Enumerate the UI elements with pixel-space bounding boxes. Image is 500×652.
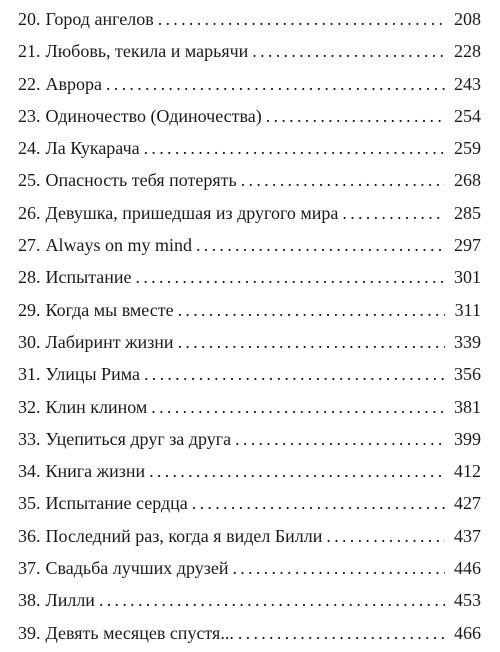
dot-leader: [106, 68, 445, 100]
toc-entry-number: 33.: [18, 428, 41, 449]
toc-entry-title: Одиночество (Одиночества): [45, 105, 262, 126]
toc-entry-title: Лабиринт жизни: [45, 331, 174, 352]
dot-leader: [144, 132, 445, 164]
toc-entry-page: 228: [454, 41, 481, 62]
toc-entry-page: 399: [454, 428, 481, 449]
toc-entry: [18, 455, 481, 487]
dot-leader: [252, 35, 445, 67]
toc-entry-title: Уцепиться друг за друга: [45, 428, 232, 449]
toc-entry-title: Книга жизни: [45, 461, 146, 482]
toc-entry: [18, 229, 481, 261]
dot-leader: [196, 229, 445, 261]
toc-entry-number: 29.: [18, 299, 41, 320]
toc-entry-title: Последний раз, когда я видел Билли: [45, 525, 323, 546]
toc-entry-page: 453: [454, 590, 481, 611]
toc-entry: [18, 423, 481, 455]
toc-entry-page: 412: [454, 461, 481, 482]
dot-leader: [238, 617, 445, 649]
toc-entry-page: 208: [454, 9, 481, 29]
toc-entry-title: Лилли: [45, 590, 95, 611]
toc-entry-number: 27.: [18, 235, 41, 256]
toc-entry-number: 36.: [18, 525, 41, 546]
toc-entry-page: 381: [454, 396, 481, 417]
toc-entry-page: 339: [454, 331, 481, 352]
toc-entry: [18, 584, 481, 616]
toc-entry-page: 301: [454, 267, 481, 288]
toc-entry-number: 24.: [18, 138, 41, 159]
toc-entry-number: 35.: [18, 493, 41, 514]
toc-entry: [18, 487, 481, 519]
table-of-contents: [18, 3, 481, 649]
toc-entry-title: Аврора: [45, 73, 102, 94]
toc-entry-page: 285: [454, 202, 481, 223]
dot-leader: [151, 391, 445, 423]
toc-entry-title: Девушка, пришедшая из другого мира: [45, 202, 339, 223]
dot-leader: [99, 584, 445, 616]
dot-leader: [326, 520, 445, 552]
dot-leader: [178, 294, 445, 326]
toc-entry: [18, 617, 481, 649]
toc-entry-page: 356: [454, 364, 481, 385]
toc-entry-page: 243: [454, 73, 481, 94]
toc-entry: [18, 164, 481, 196]
toc-entry-title: Свадьба лучших друзей: [45, 558, 229, 579]
toc-entry-number: 28.: [18, 267, 41, 288]
dot-leader: [178, 326, 445, 358]
dot-leader: [149, 455, 445, 487]
toc-entry-page: 268: [454, 170, 481, 191]
toc-entry-number: 30.: [18, 331, 41, 352]
toc-entry-number: 37.: [18, 558, 41, 579]
toc-entry-number: 20.: [18, 9, 41, 29]
toc-entry-title: Испытание: [45, 267, 132, 288]
toc-entry-page: 437: [454, 525, 481, 546]
toc-entry: [18, 552, 481, 584]
dot-leader: [192, 487, 445, 519]
dot-leader: [235, 423, 445, 455]
toc-entry: [18, 391, 481, 423]
toc-entry: [18, 3, 481, 35]
toc-entry-number: 34.: [18, 461, 41, 482]
toc-entry-page: 259: [454, 138, 481, 159]
toc-entry: [18, 132, 481, 164]
toc-entry-title: Ла Кукарача: [45, 138, 140, 159]
dot-leader: [241, 164, 445, 196]
toc-entry: [18, 294, 481, 326]
toc-entry: [18, 358, 481, 390]
toc-entry-number: 32.: [18, 396, 41, 417]
toc-entry: [18, 197, 481, 229]
toc-entry-title: Любовь, текила и марьячи: [45, 41, 249, 62]
toc-entry-page: 311: [454, 299, 481, 320]
toc-entry-number: 39.: [18, 622, 41, 643]
toc-entry-title: Когда мы вместе: [45, 299, 174, 320]
toc-entry-page: 254: [454, 105, 481, 126]
toc-entry-number: 23.: [18, 105, 41, 126]
toc-entry: [18, 520, 481, 552]
toc-entry: [18, 326, 481, 358]
toc-entry-title: Улицы Рима: [45, 364, 140, 385]
toc-entry-title: Город ангелов: [45, 9, 154, 29]
dot-leader: [158, 3, 445, 35]
toc-entry-title: Опасность тебя потерять: [45, 170, 237, 191]
toc-entry-number: 38.: [18, 590, 41, 611]
toc-entry-title: Испытание сердца: [45, 493, 188, 514]
toc-entry: [18, 68, 481, 100]
toc-entry-page: 427: [454, 493, 481, 514]
toc-entry: [18, 100, 481, 132]
toc-entry-page: 297: [454, 235, 481, 256]
toc-entry: [18, 35, 481, 67]
toc-entry-title: Always on my mind: [45, 235, 192, 256]
toc-entry-title: Клин клином: [45, 396, 148, 417]
toc-entry-number: 31.: [18, 364, 41, 385]
dot-leader: [266, 100, 445, 132]
toc-entry-number: 25.: [18, 170, 41, 191]
toc-entry: [18, 261, 481, 293]
toc-entry-title: Девять месяцев спустя...: [45, 622, 234, 643]
dot-leader: [136, 261, 445, 293]
toc-entry-number: 21.: [18, 41, 41, 62]
toc-entry-number: 22.: [18, 73, 41, 94]
toc-entry-page: 446: [454, 558, 481, 579]
dot-leader: [342, 197, 445, 229]
dot-leader: [232, 552, 445, 584]
toc-entry-number: 26.: [18, 202, 41, 223]
dot-leader: [144, 358, 445, 390]
toc-entry-page: 466: [454, 622, 481, 643]
